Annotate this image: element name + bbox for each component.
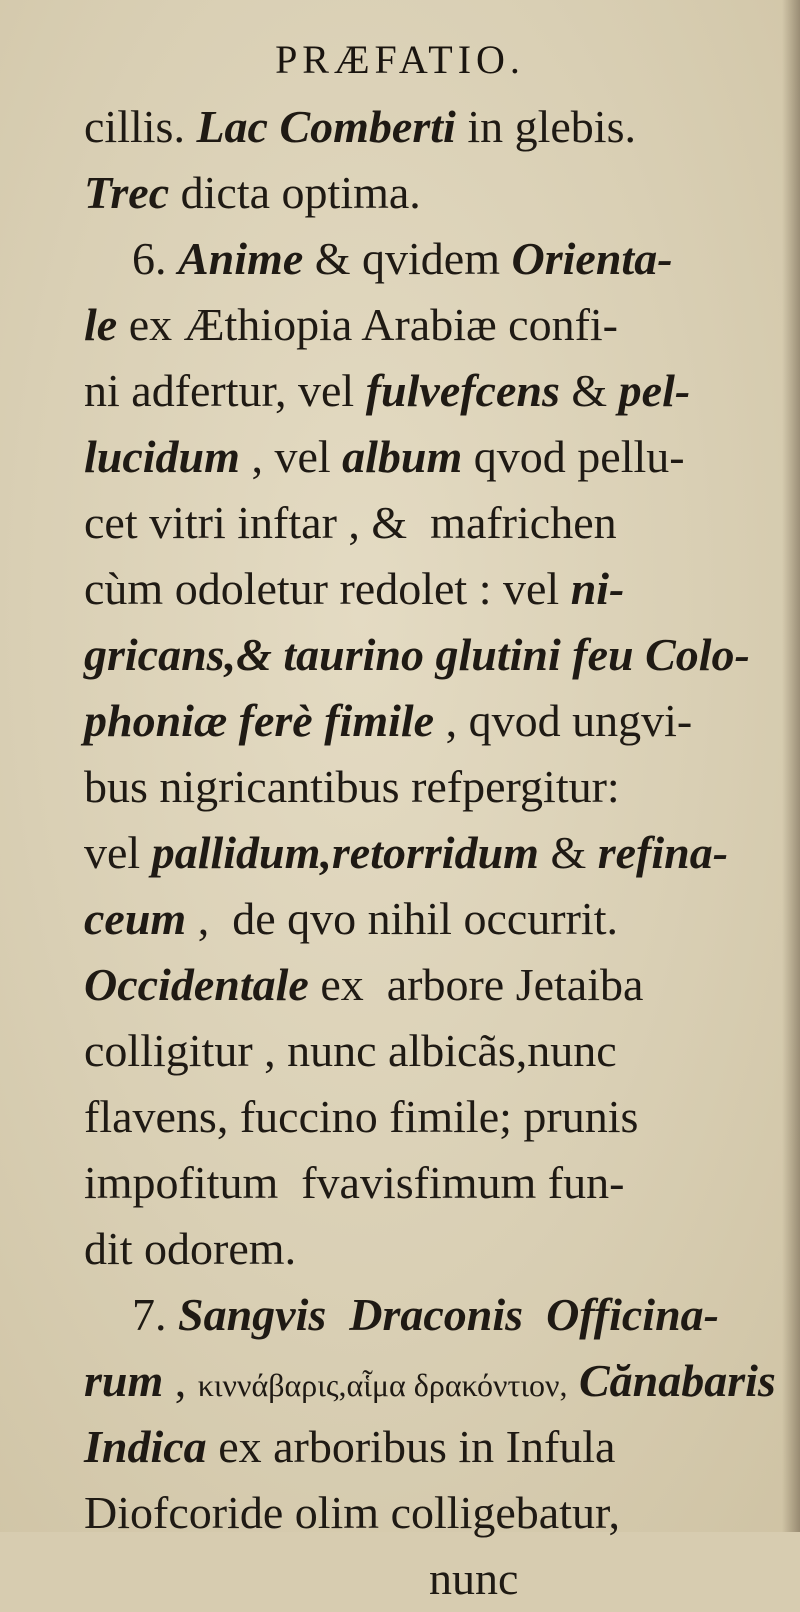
roman-text: dit odorem. — [84, 1223, 297, 1274]
roman-text: ex arboribus in Infula — [206, 1421, 616, 1472]
text-line — [84, 952, 774, 1018]
text-line — [84, 688, 774, 754]
italic-text: fulvefcens — [365, 365, 560, 416]
text-line — [84, 886, 774, 952]
text-line — [84, 1084, 774, 1150]
roman-text: , — [163, 1355, 198, 1406]
text-line — [84, 1414, 774, 1480]
text-line — [84, 226, 774, 292]
italic-text: Lac Comberti — [196, 101, 456, 152]
text-line — [84, 1018, 774, 1084]
body-text — [84, 94, 774, 1612]
italic-text: Trec — [84, 167, 170, 218]
italic-text: pallidum,retorridum — [151, 827, 539, 878]
text-line — [84, 424, 774, 490]
text-line — [84, 292, 774, 358]
text-line — [84, 1150, 774, 1216]
text-line — [84, 94, 774, 160]
text-line — [84, 754, 774, 820]
roman-text: & qvidem — [303, 233, 512, 284]
roman-text: impofitum fvavisfimum fun- — [84, 1157, 625, 1208]
italic-text: Anime — [178, 233, 304, 284]
text-line — [84, 1282, 774, 1348]
greek-text: κιννάβαρις,αἷμα δρακόντιον, — [197, 1367, 568, 1403]
text-line — [84, 1348, 774, 1414]
italic-text: rum — [84, 1355, 164, 1406]
roman-text: cùm odoletur redolet : vel — [84, 563, 571, 614]
page-edge-shadow — [782, 0, 800, 1532]
roman-text: ex arbore Jetaiba — [308, 959, 644, 1010]
roman-text: Diofcoride olim colligebatur, — [84, 1487, 620, 1538]
text-line — [84, 556, 774, 622]
roman-text: , de qvo nihil occurrit. — [186, 893, 618, 944]
roman-text — [567, 1355, 579, 1406]
text-line — [84, 820, 774, 886]
italic-text: gricans,& taurino glutini feu Colo- — [84, 629, 750, 680]
italic-text: le — [84, 299, 118, 350]
italic-text: Indica — [84, 1421, 207, 1472]
text-line — [84, 358, 774, 424]
text-line — [84, 1546, 774, 1612]
italic-text: refina- — [597, 827, 729, 878]
roman-text: colligitur , nunc albicãs,nunc — [84, 1025, 617, 1076]
roman-text: & — [538, 827, 598, 878]
italic-text: pel- — [618, 365, 691, 416]
roman-text: 7. — [132, 1289, 178, 1340]
italic-text: Orienta- — [511, 233, 673, 284]
roman-text: & — [559, 365, 619, 416]
italic-text: album — [342, 431, 463, 482]
roman-text: ni adfertur, vel — [84, 365, 366, 416]
roman-text: cet vitri inftar , & mafrichen — [84, 497, 617, 548]
roman-text: ex Æthiopia Arabiæ confi- — [117, 299, 618, 350]
roman-text: 6. — [132, 233, 178, 284]
roman-text: bus nigricantibus refpergitur: — [84, 761, 620, 812]
text-line — [84, 160, 774, 226]
text-line — [84, 490, 774, 556]
roman-text: cillis. — [84, 101, 197, 152]
text-line — [84, 1480, 774, 1546]
italic-text: phoniæ ferè fimile — [84, 695, 435, 746]
roman-text: , qvod ungvi- — [434, 695, 693, 746]
roman-text: qvod pellu- — [462, 431, 685, 482]
roman-text: dicta optima. — [169, 167, 421, 218]
roman-text: vel — [84, 827, 152, 878]
italic-text: Occidentale — [84, 959, 309, 1010]
roman-text: nunc — [84, 1553, 519, 1604]
roman-text: , vel — [239, 431, 343, 482]
italic-text: ni- — [570, 563, 625, 614]
italic-text: lucidum — [84, 431, 240, 482]
text-line — [84, 1216, 774, 1282]
italic-text: ceum — [84, 893, 187, 944]
roman-text: in glebis. — [455, 101, 636, 152]
italic-text: Sangvis Draconis Officina- — [178, 1289, 719, 1340]
text-line — [84, 622, 774, 688]
running-head: PRÆFATIO. — [275, 37, 525, 82]
roman-text: flavens, fuccino fimile; prunis — [84, 1091, 639, 1142]
italic-text: Cănabaris — [578, 1355, 776, 1406]
